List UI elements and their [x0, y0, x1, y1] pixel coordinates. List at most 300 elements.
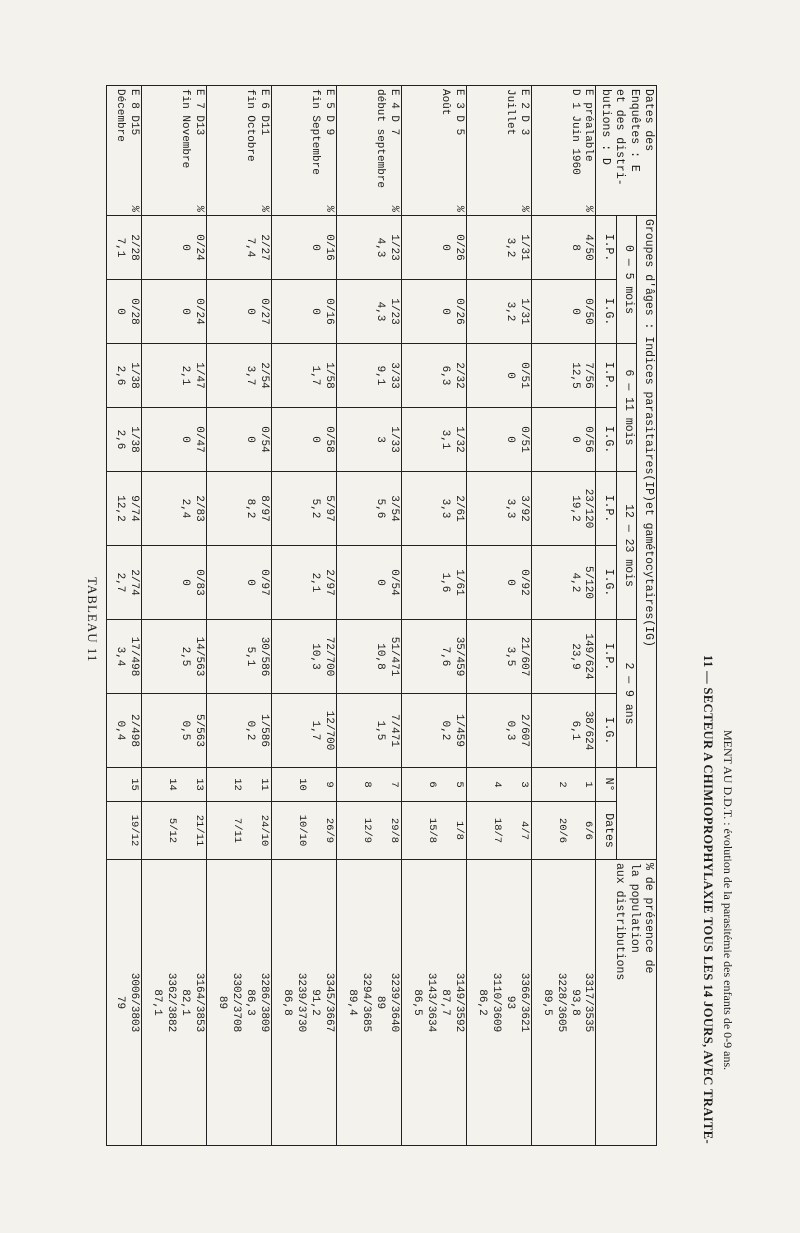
table-title: TABLEAU 11 [85, 577, 100, 663]
index-percent: 7,1 [113, 237, 126, 258]
index-percent: 10,8 [373, 643, 386, 670]
index-ratio: 0/24 [192, 298, 205, 325]
table-row [206, 86, 271, 1146]
parasitemia-table [107, 85, 658, 1146]
presence-header-line: aux distributions [613, 863, 627, 981]
index-cell [401, 280, 466, 344]
index-percent: 0 [503, 436, 516, 443]
index-percent: 0 [178, 579, 191, 586]
survey-period: Décembre [113, 89, 126, 142]
index-percent: 4,3 [373, 237, 386, 258]
index-ratio: 0/51 [517, 362, 530, 389]
distribution-no: 10 [296, 778, 309, 791]
distribution-no: 4 [491, 781, 504, 788]
index-cell [141, 472, 206, 546]
index-percent: 3,3 [503, 498, 516, 519]
index-percent: 2,6 [113, 429, 126, 450]
index-ratio: 0/50 [582, 298, 595, 325]
index-ratio: 72/700 [322, 636, 335, 677]
index-percent: 0 [438, 308, 451, 315]
no-header: N° [596, 768, 616, 802]
index-ratio: 1/31 [517, 298, 530, 325]
survey-period: Août [438, 89, 451, 116]
index-ratio: 1/38 [127, 426, 140, 453]
distribution-no: 2 [556, 781, 569, 788]
index-percent: 3,1 [438, 429, 451, 450]
table-row [466, 86, 531, 1146]
index-ratio: 0/47 [192, 426, 205, 453]
presence-ratio: 3366/3621 [517, 972, 530, 1033]
index-ratio: 1/459 [452, 713, 465, 747]
survey-label: E 4 D 7 [387, 89, 400, 136]
index-cell [466, 620, 531, 694]
index-ratio: 7/56 [582, 362, 595, 389]
distribution-date: 29/8 [387, 817, 400, 844]
presence-percent: 86,3 [243, 989, 256, 1016]
index-percent: 1,7 [308, 365, 321, 386]
index-percent: 2,7 [113, 572, 126, 593]
presence-ratio: 3345/3667 [322, 972, 335, 1033]
index-cell [206, 694, 271, 768]
presence-percent: 86,5 [411, 989, 424, 1016]
distribution-date-cell [107, 802, 141, 860]
distribution-no: 12 [231, 778, 244, 791]
index-ratio: 2/83 [192, 495, 205, 522]
distribution-date: 19/12 [127, 814, 140, 847]
presence-ratio: 3302/3708 [230, 972, 243, 1033]
index-percent: 0 [178, 308, 191, 315]
distribution-date-cell [531, 802, 596, 860]
index-percent: 0 [243, 308, 256, 315]
index-ratio: 1/586 [257, 713, 270, 747]
presence-cell [141, 860, 206, 1146]
distribution-header-blank [616, 768, 656, 860]
index-ratio: 5/97 [322, 495, 335, 522]
index-ratio: 1/58 [322, 362, 335, 389]
index-percent: 3,3 [438, 498, 451, 519]
index-cell [206, 546, 271, 620]
index-ratio: 1/61 [452, 569, 465, 596]
index-ratio: 0/26 [452, 298, 465, 325]
index-ratio: 1/47 [192, 362, 205, 389]
index-ratio: 2/27 [257, 234, 270, 261]
index-cell [401, 216, 466, 280]
index-ratio: 17/498 [127, 636, 140, 677]
presence-header-line: la population [627, 863, 641, 953]
distribution-no: 9 [322, 781, 335, 788]
index-cell [336, 408, 401, 472]
distribution-number-cell [336, 768, 401, 802]
presence-ratio: 3143/3634 [425, 972, 438, 1033]
table-row [141, 86, 206, 1146]
index-ratio: 1/38 [127, 362, 140, 389]
index-ratio: 30/586 [257, 636, 270, 677]
presence-ratio: 3228/3605 [555, 972, 567, 1033]
index-ratio: 21/607 [517, 636, 530, 677]
percent-sign: % [582, 205, 595, 212]
presence-header [596, 860, 657, 1146]
index-cell [271, 694, 336, 768]
index-percent: 2,1 [178, 365, 191, 386]
ig-header: I.G. [596, 408, 616, 472]
index-cell [531, 344, 596, 408]
presence-percent: 93 [503, 995, 516, 1010]
caption-line-2: MENT AU D.D.T. : évolution de la parasitémie des enfants de 0-9 ans. [721, 729, 735, 1071]
index-percent: 2,5 [178, 646, 191, 667]
percent-sign: % [192, 205, 205, 212]
table-body [107, 86, 596, 1146]
index-cell [206, 408, 271, 472]
index-percent: 0,2 [243, 720, 256, 741]
survey-label-cell [401, 86, 466, 216]
index-percent: 5,1 [243, 646, 256, 667]
index-percent: 3 [373, 436, 386, 443]
presence-percent: 89 [216, 995, 229, 1010]
index-ratio: 1/23 [387, 234, 400, 261]
survey-label: E 6 D11 [257, 89, 270, 136]
index-percent: 10,3 [308, 643, 321, 670]
presence-ratio: 3164/3853 [192, 972, 205, 1033]
percent-sign: % [452, 205, 465, 212]
survey-period: fin Septembre [308, 89, 321, 175]
index-ratio: 1/33 [387, 426, 400, 453]
index-cell [271, 408, 336, 472]
distribution-date-cell [336, 802, 401, 860]
index-percent: 8 [568, 244, 581, 251]
index-ratio: 3/54 [387, 495, 400, 522]
index-percent: 6,3 [438, 365, 451, 386]
index-cell [531, 280, 596, 344]
index-ratio: 7/471 [387, 713, 400, 747]
index-percent: 12,5 [568, 362, 581, 389]
distribution-date: 12/9 [361, 817, 374, 844]
distribution-no: 6 [426, 781, 439, 788]
index-percent: 2,4 [178, 498, 191, 519]
index-cell [141, 694, 206, 768]
index-cell [531, 694, 596, 768]
dates-header-line: et des distri- [613, 89, 627, 186]
index-cell [531, 620, 596, 694]
distribution-number-cell [531, 768, 596, 802]
distribution-no: 11 [257, 778, 270, 791]
percent-sign: % [387, 205, 400, 212]
index-percent: 0 [503, 372, 516, 379]
index-percent: 7,6 [438, 646, 451, 667]
index-percent: 3,2 [503, 301, 516, 322]
index-percent: 0 [568, 308, 581, 315]
index-percent: 0,4 [113, 720, 126, 741]
presence-ratio: 3317/3535 [582, 972, 595, 1033]
index-cell [401, 694, 466, 768]
presence-ratio: 3239/3730 [295, 972, 308, 1033]
index-cell [107, 216, 141, 280]
index-ratio: 1/23 [387, 298, 400, 325]
index-cell [141, 216, 206, 280]
presence-percent: 82,1 [178, 989, 191, 1016]
presence-percent: 89,5 [541, 989, 554, 1016]
index-percent: 3,2 [503, 237, 516, 258]
distribution-date-cell [141, 802, 206, 860]
index-percent: 3,7 [243, 365, 256, 386]
index-cell [336, 546, 401, 620]
ip-header: I.P. [596, 344, 616, 408]
survey-label-cell [466, 86, 531, 216]
index-percent: 1,7 [308, 720, 321, 741]
index-percent: 4,3 [373, 301, 386, 322]
presence-percent: 87,7 [438, 989, 451, 1016]
presence-percent: 89 [373, 995, 386, 1010]
index-cell [271, 472, 336, 546]
index-ratio: 0/16 [322, 234, 335, 261]
distribution-number-cell [206, 768, 271, 802]
presence-percent: 87,1 [151, 989, 164, 1016]
distribution-date-cell [271, 802, 336, 860]
index-ratio: 3/92 [517, 495, 530, 522]
survey-label-cell [271, 86, 336, 216]
survey-period: D 1 Juin 1960 [568, 89, 581, 175]
index-ratio: 51/471 [387, 636, 400, 677]
dates-header [596, 86, 657, 216]
ip-header: I.P. [596, 472, 616, 546]
index-percent: 0 [568, 436, 581, 443]
index-percent: 19,2 [568, 495, 581, 522]
distribution-no: 14 [166, 778, 179, 791]
index-ratio: 38/624 [582, 710, 595, 751]
index-percent: 0 [308, 436, 321, 443]
index-percent: 0,5 [178, 720, 191, 741]
presence-cell [531, 860, 596, 1146]
ig-header: I.G. [596, 546, 616, 620]
index-cell [336, 216, 401, 280]
index-cell [531, 216, 596, 280]
survey-label: E 3 D 5 [452, 89, 465, 136]
percent-sign: % [257, 205, 270, 212]
distribution-no: 13 [192, 778, 205, 791]
distribution-number-cell [107, 768, 141, 802]
distribution-no: 5 [452, 781, 465, 788]
dates-header-line: butions : D [598, 89, 612, 165]
index-ratio: 1/31 [517, 234, 530, 261]
index-ratio: 14/563 [192, 636, 205, 677]
index-percent: 1,5 [373, 720, 386, 741]
survey-label: E 5 D 9 [322, 89, 335, 136]
index-ratio: 3/33 [387, 362, 400, 389]
index-ratio: 35/459 [452, 636, 465, 677]
survey-label: E 7 D13 [192, 89, 205, 136]
index-cell [466, 694, 531, 768]
index-cell [206, 344, 271, 408]
caption-line-1: 11 — SECTEUR A CHIMIOPROPHYLAXIE TOUS LES 14 JOURS, AVEC TRAITE- [701, 655, 715, 1145]
survey-label-cell [531, 86, 596, 216]
index-cell [206, 216, 271, 280]
index-percent: 1,6 [438, 572, 451, 593]
presence-percent: 89,4 [346, 989, 359, 1016]
percent-sign: % [517, 205, 530, 212]
percent-sign: % [127, 205, 140, 212]
index-ratio: 2/607 [517, 713, 530, 747]
presence-ratio: 3239/3640 [387, 972, 400, 1033]
index-ratio: 0/51 [517, 426, 530, 453]
presence-ratio: 3362/3882 [165, 972, 178, 1033]
percent-sign: % [322, 205, 335, 212]
ig-header: I.G. [596, 280, 616, 344]
distribution-date-cell [466, 802, 531, 860]
index-percent: 0 [503, 579, 516, 586]
distribution-number-cell [466, 768, 531, 802]
distribution-date: 26/9 [322, 817, 335, 844]
index-ratio: 0/28 [127, 298, 140, 325]
index-percent: 3,5 [503, 646, 516, 667]
ig-header: I.G. [596, 694, 616, 768]
index-cell [107, 408, 141, 472]
age-group-header: 12 — 23 mois [616, 472, 636, 620]
index-cell [466, 472, 531, 546]
distribution-date: 1/8 [452, 821, 465, 840]
presence-percent: 79 [113, 995, 126, 1010]
index-cell [401, 472, 466, 546]
index-cell [466, 344, 531, 408]
index-percent: 5,2 [308, 498, 321, 519]
index-ratio: 149/624 [582, 633, 595, 680]
index-ratio: 9/74 [127, 495, 140, 522]
index-ratio: 0/58 [322, 426, 335, 453]
index-cell [271, 216, 336, 280]
index-percent: 23,9 [568, 643, 581, 670]
survey-label-cell [206, 86, 271, 216]
index-percent: 3,4 [113, 646, 126, 667]
index-percent: 0 [243, 579, 256, 586]
index-cell [531, 472, 596, 546]
index-ratio: 8/97 [257, 495, 270, 522]
presence-ratio: 3286/3809 [257, 972, 270, 1033]
presence-cell [401, 860, 466, 1146]
presence-percent: 86,2 [476, 989, 489, 1016]
survey-label-cell [107, 86, 141, 216]
index-cell [141, 546, 206, 620]
distribution-date: 24/10 [257, 814, 270, 847]
index-ratio: 12/700 [322, 710, 335, 751]
distribution-date: 15/8 [426, 817, 439, 844]
distribution-date: 5/12 [166, 817, 179, 844]
distribution-no: 7 [387, 781, 400, 788]
distribution-date: 21/11 [192, 814, 205, 847]
index-ratio: 0/83 [192, 569, 205, 596]
index-percent: 0 [178, 436, 191, 443]
index-cell [531, 408, 596, 472]
index-cell [141, 620, 206, 694]
survey-period: Juillet [503, 89, 516, 136]
index-ratio: 0/56 [582, 426, 595, 453]
survey-label: E 8 D15 [127, 89, 140, 136]
dates-header-line: Enquêtes : E [627, 89, 641, 172]
index-ratio: 2/54 [257, 362, 270, 389]
survey-period: début septembre [373, 89, 386, 189]
index-cell [206, 620, 271, 694]
age-group-header: 0 — 5 mois [616, 216, 636, 344]
index-percent: 2,1 [308, 572, 321, 593]
indices-header: Groupes d'âges : Indices parasitaires(IP)et gamétocytaires(IG) [636, 216, 656, 768]
index-cell [336, 280, 401, 344]
index-percent: 0,2 [438, 720, 451, 741]
index-ratio: 2/28 [127, 234, 140, 261]
index-ratio: 2/74 [127, 569, 140, 596]
index-percent: 7,4 [243, 237, 256, 258]
index-cell [401, 620, 466, 694]
table-row [401, 86, 466, 1146]
index-cell [107, 546, 141, 620]
age-group-header: 2 — 9 ans [616, 620, 636, 768]
distribution-date: 7/11 [231, 817, 244, 844]
index-cell [141, 408, 206, 472]
index-cell [466, 408, 531, 472]
index-ratio: 2/32 [452, 362, 465, 389]
table-row [531, 86, 596, 1146]
index-ratio: 2/61 [452, 495, 465, 522]
distribution-date: 6/6 [582, 821, 595, 840]
index-ratio: 0/54 [257, 426, 270, 453]
ip-header: I.P. [596, 620, 616, 694]
table-row [271, 86, 336, 1146]
index-percent: 0 [308, 244, 321, 251]
index-percent: 5,6 [373, 498, 386, 519]
index-ratio: 5/563 [192, 713, 205, 747]
index-cell [107, 472, 141, 546]
index-cell [141, 344, 206, 408]
index-cell [336, 620, 401, 694]
index-ratio: 0/27 [257, 298, 270, 325]
presence-percent: 91,2 [308, 989, 321, 1016]
index-percent: 2,6 [113, 365, 126, 386]
index-cell [401, 344, 466, 408]
survey-label: E 2 D 3 [517, 89, 530, 136]
distribution-date-cell [401, 802, 466, 860]
distribution-no: 8 [361, 781, 374, 788]
index-percent: 0 [178, 244, 191, 251]
index-cell [466, 216, 531, 280]
index-percent: 9,1 [373, 365, 386, 386]
survey-period: fin Octobre [243, 89, 256, 162]
index-cell [531, 546, 596, 620]
distribution-date: 20/6 [556, 817, 569, 844]
presence-cell [107, 860, 141, 1146]
index-ratio: 0/26 [452, 234, 465, 261]
dates-col-header: Dates [596, 802, 616, 860]
index-ratio: 5/120 [582, 565, 595, 599]
survey-period: fin Novembre [178, 89, 191, 169]
index-percent: 8,2 [243, 498, 256, 519]
survey-label: E préalable [582, 89, 595, 162]
index-percent: 0,3 [503, 720, 516, 741]
index-ratio: 0/97 [257, 569, 270, 596]
presence-cell [206, 860, 271, 1146]
presence-cell [336, 860, 401, 1146]
distribution-date: 18/7 [491, 817, 504, 844]
index-cell [401, 546, 466, 620]
presence-ratio: 3110/3609 [490, 972, 503, 1033]
table-row [336, 86, 401, 1146]
index-ratio: 4/50 [582, 234, 595, 261]
presence-percent: 86,8 [281, 989, 294, 1016]
index-cell [336, 472, 401, 546]
index-cell [336, 694, 401, 768]
distribution-date: 10/10 [296, 814, 309, 847]
survey-label-cell [336, 86, 401, 216]
index-cell [466, 280, 531, 344]
index-cell [107, 344, 141, 408]
index-percent: 0 [308, 308, 321, 315]
index-cell [466, 546, 531, 620]
index-percent: 12,2 [113, 495, 126, 522]
